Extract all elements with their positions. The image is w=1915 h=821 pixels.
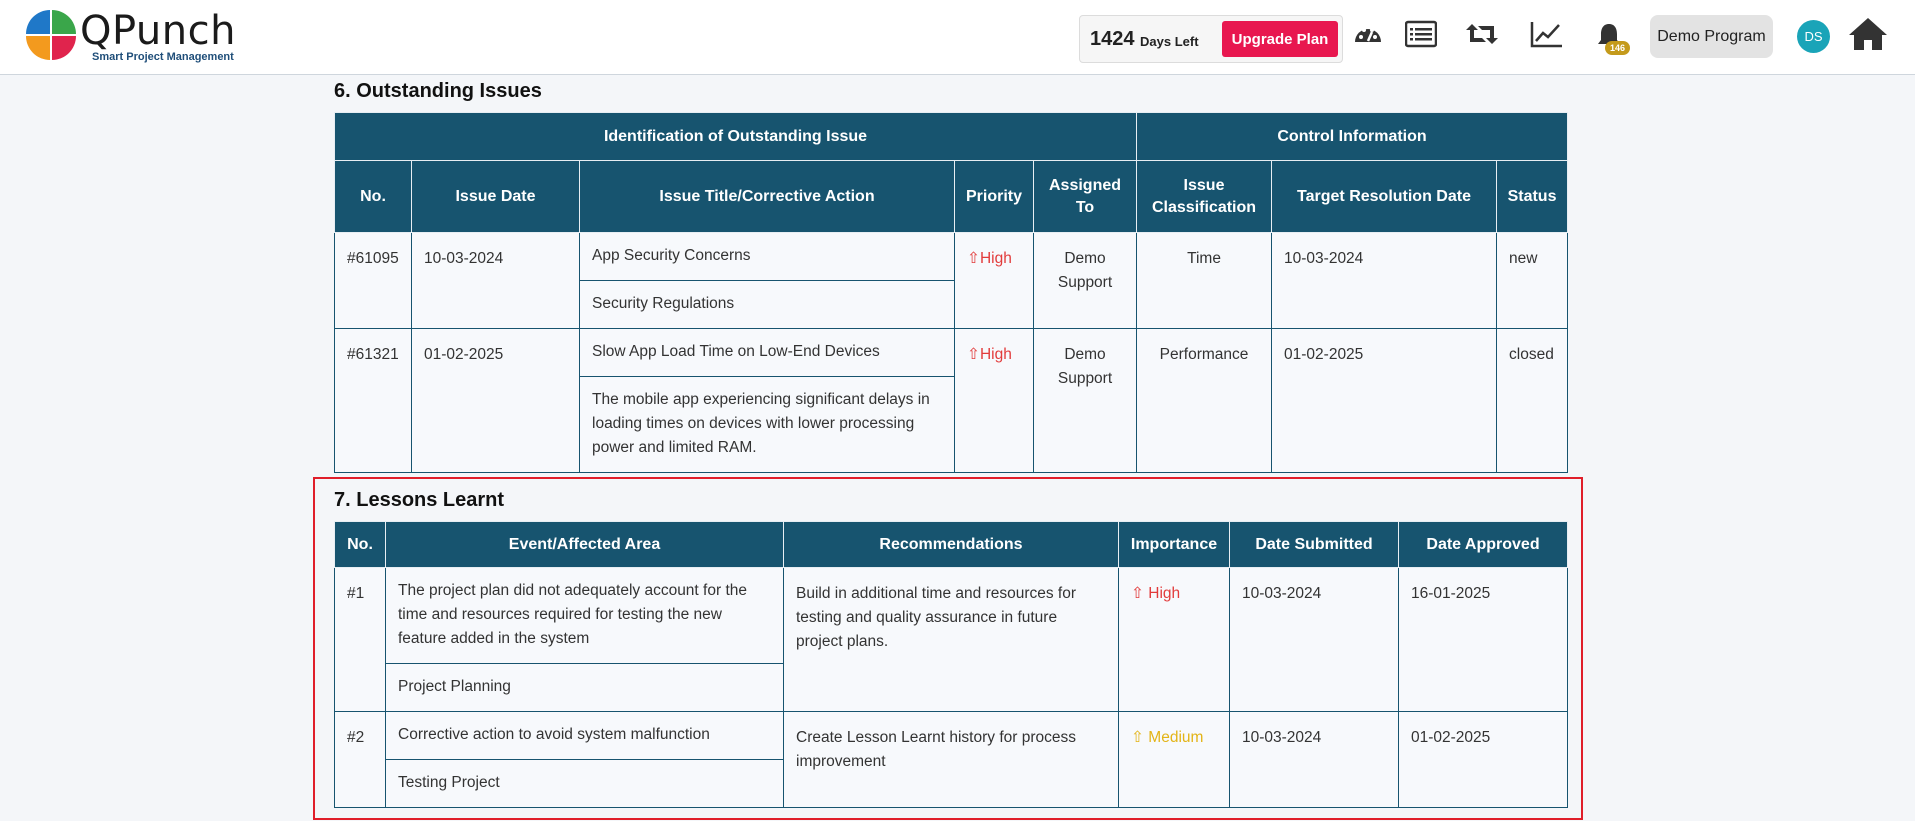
logo-name: QPunch — [80, 8, 236, 54]
lessons-learnt-title: 7. Lessons Learnt — [334, 489, 505, 511]
notification-count-badge: 146 — [1605, 41, 1630, 55]
priority-badge: ⇧High — [955, 233, 1034, 329]
col-header-no: No. — [335, 522, 386, 568]
assigned-to: Demo Support — [1034, 233, 1137, 329]
col-header-target-date: Target Resolution Date — [1272, 161, 1497, 233]
qpunch-logo[interactable] — [26, 10, 266, 66]
retweet-icon[interactable] — [1464, 20, 1500, 48]
table-row[interactable] — [335, 233, 1568, 281]
logo-tagline: Smart Project Management — [92, 51, 234, 63]
col-header-classification: Issue Classification — [1137, 161, 1272, 233]
issue-classification: Performance — [1137, 329, 1272, 473]
program-selector-button[interactable]: Demo Program — [1650, 15, 1773, 58]
days-left-box — [1079, 15, 1343, 63]
lesson-event: The project plan did not adequately account for the time and resources required for testing the new feature added in the system — [386, 568, 784, 664]
upgrade-plan-button[interactable]: Upgrade Plan — [1222, 21, 1338, 57]
col-header-date-submitted: Date Submitted — [1230, 522, 1399, 568]
table-row[interactable] — [335, 568, 1568, 664]
col-header-issue-title: Issue Title/Corrective Action — [580, 161, 955, 233]
issue-title: Slow App Load Time on Low-End Devices — [580, 329, 955, 377]
dashboard-gauge-icon[interactable] — [1353, 20, 1383, 50]
date-approved: 01-02-2025 — [1399, 712, 1568, 808]
issue-date: 10-03-2024 — [412, 233, 580, 329]
col-header-status: Status — [1497, 161, 1568, 233]
corrective-action: The mobile app experiencing significant delays in loading times on devices with lower processing power and limited RAM. — [580, 377, 955, 473]
outstanding-issues-table — [334, 112, 1568, 473]
date-submitted: 10-03-2024 — [1230, 712, 1399, 808]
priority-badge: ⇧High — [955, 329, 1034, 473]
issue-classification: Time — [1137, 233, 1272, 329]
corrective-action: Security Regulations — [580, 281, 955, 329]
group-header-identification: Identification of Outstanding Issue — [335, 113, 1137, 161]
col-header-assigned-to: Assigned To — [1034, 161, 1137, 233]
home-icon[interactable] — [1848, 16, 1888, 52]
logo-mark-icon — [26, 10, 76, 60]
col-header-event: Event/Affected Area — [386, 522, 784, 568]
trend-chart-icon[interactable] — [1530, 20, 1564, 48]
affected-area: Project Planning — [386, 664, 784, 712]
lessons-learnt-table — [334, 521, 1568, 808]
issue-status: new — [1497, 233, 1568, 329]
importance-badge: ⇧ High — [1119, 568, 1230, 712]
list-icon[interactable] — [1405, 20, 1437, 48]
lesson-no: #2 — [335, 712, 386, 808]
lesson-no: #1 — [335, 568, 386, 712]
outstanding-issues-title: 6. Outstanding Issues — [334, 80, 542, 102]
issue-date: 01-02-2025 — [412, 329, 580, 473]
user-avatar[interactable]: DS — [1797, 20, 1830, 53]
col-header-recommendations: Recommendations — [784, 522, 1119, 568]
issue-no: #61095 — [335, 233, 412, 329]
assigned-to: Demo Support — [1034, 329, 1137, 473]
table-row[interactable] — [335, 712, 1568, 760]
col-header-importance: Importance — [1119, 522, 1230, 568]
lesson-recommendation: Build in additional time and resources for testing and quality assurance in future project plans. — [784, 568, 1119, 712]
lesson-event: Corrective action to avoid system malfunction — [386, 712, 784, 760]
top-navbar — [0, 0, 1915, 75]
days-left-count: 1424 — [1090, 28, 1135, 50]
lesson-recommendation: Create Lesson Learnt history for process improvement — [784, 712, 1119, 808]
table-row[interactable] — [335, 329, 1568, 377]
date-submitted: 10-03-2024 — [1230, 568, 1399, 712]
issue-title: App Security Concerns — [580, 233, 955, 281]
target-resolution-date: 01-02-2025 — [1272, 329, 1497, 473]
issue-status: closed — [1497, 329, 1568, 473]
col-header-issue-date: Issue Date — [412, 161, 580, 233]
days-left-label: Days Left — [1140, 34, 1199, 49]
affected-area: Testing Project — [386, 760, 784, 808]
col-header-priority: Priority — [955, 161, 1034, 233]
issue-no: #61321 — [335, 329, 412, 473]
group-header-control: Control Information — [1137, 113, 1568, 161]
date-approved: 16-01-2025 — [1399, 568, 1568, 712]
col-header-no: No. — [335, 161, 412, 233]
importance-badge: ⇧ Medium — [1119, 712, 1230, 808]
col-header-date-approved: Date Approved — [1399, 522, 1568, 568]
target-resolution-date: 10-03-2024 — [1272, 233, 1497, 329]
